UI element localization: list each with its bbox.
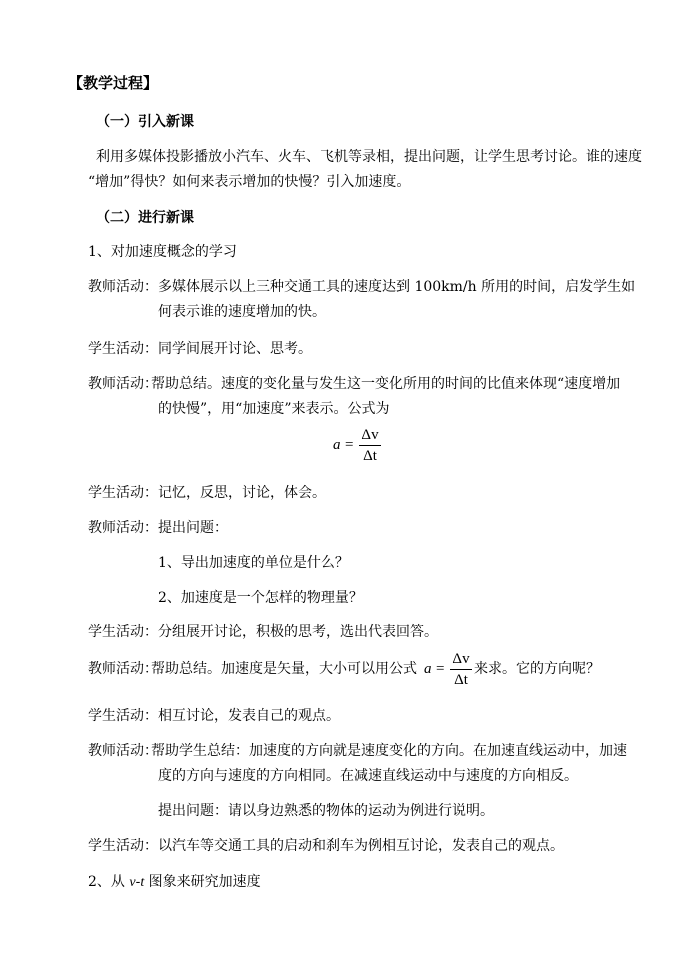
vt-variable-t: t bbox=[140, 875, 145, 890]
teacher-activity-label: 教师活动： bbox=[88, 743, 158, 759]
subsection-title-new-lesson: （二）进行新课 bbox=[96, 210, 194, 226]
inline-formula-denominator: Δt bbox=[454, 672, 468, 688]
inline-formula-numerator: Δv bbox=[452, 651, 470, 667]
teacher-activity-text: 帮助总结。速度的变化量与发生这一变化所用的时间的比值来体现“速度增加 bbox=[151, 376, 621, 392]
teacher-activity-text: 何表示谁的速度增加的快。 bbox=[158, 304, 326, 320]
list-item-prefix: 2、从 bbox=[88, 874, 130, 890]
student-activity-label: 学生活动： bbox=[88, 838, 158, 854]
fraction-bar bbox=[359, 445, 381, 446]
teacher-activity-text: 多媒体展示以上三种交通工具的速度达到 100km/h 所用的时间，启发学生如 bbox=[158, 279, 636, 295]
formula-numerator: Δv bbox=[361, 427, 379, 443]
teacher-activity-text: 提出问题：请以身边熟悉的物体的运动为例进行说明。 bbox=[158, 803, 494, 819]
student-activity-text: 以汽车等交通工具的启动和刹车为例相互讨论，发表自己的观点。 bbox=[158, 838, 564, 854]
student-activity-text: 相互讨论，发表自己的观点。 bbox=[158, 708, 340, 724]
teacher-activity-label: 教师活动： bbox=[88, 520, 158, 536]
subsection-title-intro: （一）引入新课 bbox=[96, 114, 194, 130]
inline-formula-lhs: a bbox=[424, 661, 432, 677]
vt-dash: - bbox=[135, 874, 141, 890]
teacher-activity-text: 来求。它的方向呢？ bbox=[474, 661, 600, 677]
question-item: 2、加速度是一个怎样的物理量？ bbox=[158, 590, 363, 606]
teacher-activity-label: 教师活动： bbox=[88, 661, 158, 677]
paragraph-line: 利用多媒体投影播放小汽车、火车、飞机等录相，提出问题，让学生思考讨论。谁的速度 bbox=[96, 149, 642, 165]
formula-fraction bbox=[359, 426, 381, 465]
teacher-activity-label: 教师活动： bbox=[88, 376, 158, 392]
teacher-activity-text: 度的方向与速度的方向相同。在减速直线运动中与速度的方向相反。 bbox=[158, 768, 578, 784]
question-item: 1、导出加速度的单位是什么？ bbox=[158, 555, 349, 571]
student-activity-text: 同学间展开讨论、思考。 bbox=[158, 341, 312, 357]
list-item-heading-vt bbox=[88, 872, 261, 893]
student-activity-label: 学生活动： bbox=[88, 708, 158, 724]
inline-formula-equals: = bbox=[436, 661, 445, 677]
teacher-activity-text: 帮助总结。加速度是矢量，大小可以用公式 bbox=[151, 661, 417, 677]
section-heading: 【教学过程】 bbox=[68, 74, 159, 92]
formula-lhs: a bbox=[333, 437, 341, 453]
vt-variable-v: v bbox=[129, 875, 136, 890]
formula-equals: = bbox=[345, 437, 354, 453]
formula-denominator: Δt bbox=[363, 448, 377, 464]
student-activity-label: 学生活动： bbox=[88, 624, 158, 640]
inline-fraction-bar bbox=[450, 669, 472, 670]
student-activity-label: 学生活动： bbox=[88, 485, 158, 501]
student-activity-text: 分组展开讨论，积极的思考，选出代表回答。 bbox=[158, 624, 438, 640]
student-activity-label: 学生活动： bbox=[88, 341, 158, 357]
list-item-suffix: 图象来研究加速度 bbox=[144, 874, 261, 890]
teacher-activity-text: 提出问题： bbox=[158, 520, 228, 536]
teacher-activity-text: 帮助学生总结：加速度的方向就是速度变化的方向。在加速直线运动中，加速 bbox=[151, 743, 627, 759]
list-item-heading: 1、对加速度概念的学习 bbox=[88, 244, 237, 260]
inline-formula-fraction bbox=[450, 650, 472, 689]
paragraph-line: “增加”得快？如何来表示增加的快慢？引入加速度。 bbox=[88, 174, 411, 190]
student-activity-text: 记忆，反思，讨论，体会。 bbox=[158, 485, 326, 501]
teacher-activity-text: 的快慢”，用“加速度”来表示。公式为 bbox=[158, 401, 390, 417]
teacher-activity-label: 教师活动： bbox=[88, 279, 158, 295]
